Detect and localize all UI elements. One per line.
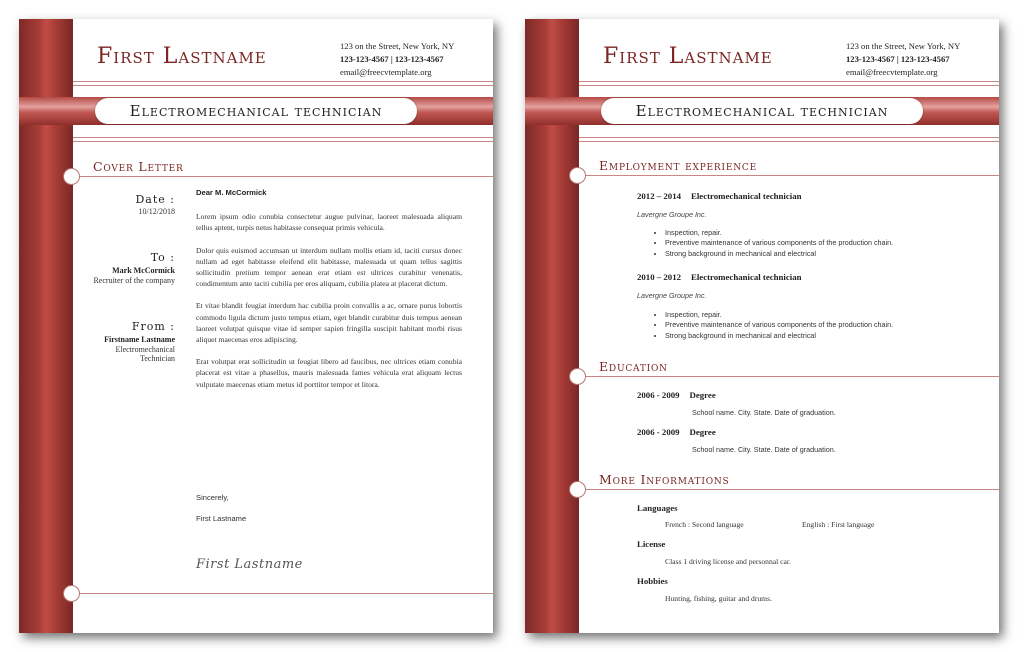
list-item: • Inspection, repair. (665, 310, 893, 320)
recipient-role: Recruiter of the company (93, 275, 175, 285)
job-dates: 2012 – 2014 (637, 191, 681, 201)
section-line (579, 175, 999, 176)
closing: Sincerely, (196, 493, 229, 502)
section-marker (63, 168, 80, 185)
recipient-block (65, 266, 175, 285)
education-heading (637, 427, 716, 437)
greeting: Dear M. McCormick (196, 188, 267, 197)
hobbies-label: Hobbies (637, 576, 668, 586)
list-item: • Strong background in mechanical and electrical (665, 331, 893, 341)
section-line (579, 489, 999, 490)
license-value: Class 1 driving license and personnal car. (665, 557, 791, 566)
hobbies-value: Hunting, fishing, guitar and drums. (665, 594, 772, 603)
divider (73, 85, 493, 86)
license-label: License (637, 539, 666, 549)
company: Lavergne Groupe Inc. (637, 291, 707, 300)
list-item: • Inspection, repair. (665, 228, 893, 238)
degree: Degree (689, 390, 716, 400)
section-title-more-informations: More Informations (599, 472, 730, 487)
address: 123 on the Street, New York, NY (340, 41, 455, 51)
education-detail: School name. City. State. Date of graduation. (692, 408, 836, 417)
job-title: Electromechanical technician (635, 102, 889, 120)
sender-role: Electromechanical (115, 344, 175, 354)
candidate-name: First Lastname (603, 44, 773, 69)
job-title: Electromechanical technician (129, 102, 383, 120)
section-title-cover-letter: Cover Letter (93, 159, 184, 174)
email: email@freecvtemplate.org (846, 67, 938, 77)
language-item: English : First language (802, 520, 875, 529)
job-title-text: Electromechanical technician (690, 191, 802, 201)
divider (73, 141, 493, 142)
section-marker (63, 585, 80, 602)
phones: 123-123-4567 | 123-123-4567 (340, 54, 444, 64)
cover-letter-page (19, 19, 493, 633)
languages-label: Languages (637, 503, 678, 513)
education-detail: School name. City. State. Date of graduation. (692, 445, 836, 454)
closing-name: First Lastname (196, 514, 247, 523)
phones: 123-123-4567 | 123-123-4567 (846, 54, 950, 64)
letter-paragraph: Erat volutpat erat sollicitudin ut feugiat libero ad faucibus, nec ultrices etiam conubia placerat est vitae a phasellus, mauris malesuada fames vehicula erat aliquam lectus vulputate maecenas etiam metus id porttitor tempor et litora. (196, 357, 462, 389)
signature: First Lastname (196, 557, 303, 572)
education-heading (637, 390, 716, 400)
section-marker (569, 368, 586, 385)
job-bullets (651, 228, 893, 259)
divider (579, 141, 999, 142)
sender-role: Technician (140, 354, 175, 363)
list-item: • Preventive maintenance of various components of the production chain. (665, 320, 893, 330)
section-marker (569, 481, 586, 498)
list-item: • Strong background in mechanical and electrical (665, 249, 893, 259)
date-value: 10/12/2018 (138, 207, 175, 216)
education-dates: 2006 - 2009 (637, 390, 680, 400)
job-title-text: Electromechanical technician (690, 272, 802, 282)
from-label: From : (131, 320, 175, 333)
section-line (73, 176, 493, 177)
contact-block (846, 40, 996, 79)
job-heading (637, 272, 802, 282)
contact-block (340, 40, 490, 79)
letter-paragraph: Dolor quis euismod accumsan ut interdum nullam mollis etiam id, taciti cursus donec nullam ad eget habitasse eleifend elit habitasse, malesuada ut quam tellus sagittis sollicitudin pretium tempor aenean erat etiam est ultrices curabitur venenatis, condimentum ante taciti cubilia per eros aliquam, cubilia platea at placerat dictum. (196, 245, 462, 289)
job-bullets (651, 310, 893, 341)
section-title-employment: Employment experience (599, 158, 757, 173)
divider (579, 81, 999, 82)
sender-name: Firstname Lastname (104, 335, 175, 344)
candidate-name: First Lastname (97, 44, 267, 69)
recipient-name: Mark McCormick (112, 266, 175, 275)
footer-line (73, 593, 493, 594)
email: email@freecvtemplate.org (340, 67, 432, 77)
section-marker (569, 167, 586, 184)
language-item: French : Second language (665, 520, 744, 529)
date-label: Date : (135, 193, 175, 206)
company: Lavergne Groupe Inc. (637, 210, 707, 219)
address: 123 on the Street, New York, NY (846, 41, 961, 51)
letter-body (196, 187, 462, 390)
divider (579, 85, 999, 86)
divider (73, 81, 493, 82)
education-dates: 2006 - 2009 (637, 427, 680, 437)
divider (73, 137, 493, 138)
job-dates: 2010 – 2012 (637, 272, 681, 282)
to-label: To : (150, 251, 175, 264)
resume-page (525, 19, 999, 633)
sender-block (65, 335, 175, 364)
section-title-education: Education (599, 359, 668, 374)
section-line (579, 376, 999, 377)
divider (579, 137, 999, 138)
list-item: • Preventive maintenance of various components of the production chain. (665, 238, 893, 248)
degree: Degree (689, 427, 716, 437)
letter-paragraph: Et vitae blandit feugiat interdum hac cubilia proin convallis a ac, ornare purus lobortis commodo ligula dictum justo tempus etiam, eget blandit curabitur duis tempus aenean laoreet volutpat quisque vitae id semper sapien fringilla suscipit habitant morbi risus aliquet maecenas eros adipiscing. (196, 301, 462, 345)
letter-paragraph: Lorem ipsum odio conubia consectetur augue pulvinar, laoreet malesuada aliquam tellus aptent, turpis netus habitasse consequat primis vehicula. (196, 212, 462, 233)
job-heading (637, 191, 802, 201)
